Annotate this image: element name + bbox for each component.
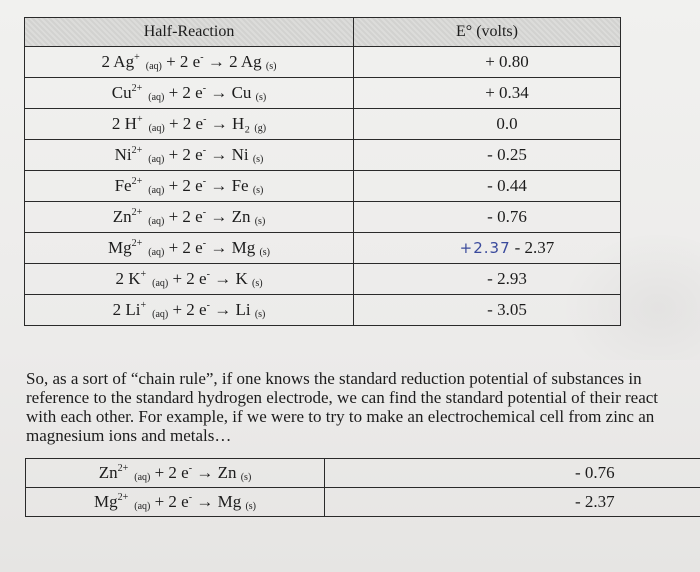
half-reaction-header: Half-Reaction xyxy=(25,18,354,47)
reaction-arrow: → xyxy=(210,83,228,102)
table-row xyxy=(25,171,621,202)
electron-term: + 2 e xyxy=(168,114,204,133)
electron-charge: - xyxy=(202,145,207,156)
half-reaction-cell xyxy=(25,140,354,171)
potential-cell xyxy=(354,47,621,78)
reaction-arrow: → xyxy=(207,52,225,71)
reactant-charge: 2+ xyxy=(131,238,143,249)
potential-value: - 0.76 xyxy=(487,207,527,226)
electron-term: + 2 e xyxy=(172,300,207,319)
electron-charge: - xyxy=(202,83,207,94)
reactant-charge: 2+ xyxy=(131,207,143,218)
product-state: (s) xyxy=(252,185,264,196)
potential-cell xyxy=(354,264,621,295)
potential-cell xyxy=(354,171,621,202)
potential-cell xyxy=(325,459,700,488)
reaction-arrow: → xyxy=(210,176,228,195)
product-state: (s) xyxy=(259,247,271,258)
reactant-state: (aq) xyxy=(145,61,162,72)
table-row xyxy=(25,47,621,78)
reactant-charge: 2+ xyxy=(117,492,129,503)
electron-term: + 2 e xyxy=(154,492,189,511)
half-reaction-cell xyxy=(25,78,354,109)
table-row xyxy=(25,264,621,295)
reaction-arrow: → xyxy=(214,300,232,319)
potential-cell xyxy=(354,140,621,171)
paragraph-line: magnesium ions and metals… xyxy=(26,426,232,445)
example-table xyxy=(25,458,700,517)
electron-charge: - xyxy=(188,492,193,503)
potential-value: - 3.05 xyxy=(487,300,527,319)
electron-term: + 2 e xyxy=(172,269,207,288)
reactant-species: Mg xyxy=(107,238,132,257)
product-species: Ni xyxy=(231,145,249,164)
electron-charge: - xyxy=(200,52,204,63)
table-row xyxy=(25,78,621,109)
electron-term: + 2 e xyxy=(168,83,203,102)
reactant-state: (aq) xyxy=(148,185,165,196)
reactant-species: Zn xyxy=(98,463,118,482)
explanation-paragraph xyxy=(26,369,700,445)
electron-term: + 2 e xyxy=(154,463,189,482)
reactant-species: Mg xyxy=(93,492,118,511)
product-species: Fe xyxy=(231,176,249,195)
half-reaction-cell xyxy=(25,264,354,295)
potential-value: 0.0 xyxy=(496,114,518,133)
reactant-charge: 2+ xyxy=(131,176,143,187)
product-species: Mg xyxy=(217,492,242,511)
reactant-charge: + xyxy=(140,269,147,280)
reactant-charge: + xyxy=(140,300,147,311)
potential-cell xyxy=(354,78,621,109)
electron-term: + 2 e xyxy=(168,207,203,226)
half-reaction-cell xyxy=(26,488,325,517)
product-state: (s) xyxy=(254,216,266,227)
potential-value: - 2.37 xyxy=(575,492,615,511)
reaction-arrow: → xyxy=(214,269,232,288)
product-state: (s) xyxy=(255,92,267,103)
product-state: (s) xyxy=(251,278,263,289)
potential-value: + 0.80 xyxy=(485,52,529,71)
reactant-state: (aq) xyxy=(148,123,165,134)
electron-term: + 2 e xyxy=(168,238,203,257)
product-species: H₂ xyxy=(231,114,251,133)
electron-term: + 2 e xyxy=(166,52,201,71)
reactant-species: Fe xyxy=(114,176,132,195)
product-species: Cu xyxy=(231,83,252,102)
table-row xyxy=(26,488,700,517)
product-state: (g) xyxy=(254,123,267,134)
reduction-potential-table xyxy=(24,17,621,326)
product-state: (s) xyxy=(265,61,277,72)
potential-value: - 2.93 xyxy=(487,269,527,288)
table-row xyxy=(25,202,621,233)
potential-value: - 0.44 xyxy=(487,176,527,195)
reaction-arrow: → xyxy=(210,145,228,164)
electron-charge: - xyxy=(202,207,207,218)
reactant-species: 2 Ag xyxy=(101,52,135,71)
reactant-state: (aq) xyxy=(152,278,169,289)
potential-cell xyxy=(354,233,621,264)
reactant-species: 2 K xyxy=(115,269,141,288)
product-state: (s) xyxy=(254,309,266,320)
reactant-state: (aq) xyxy=(152,309,169,320)
reactant-state: (aq) xyxy=(148,216,165,227)
potential-cell xyxy=(354,109,621,140)
half-reaction-cell xyxy=(25,202,354,233)
reactant-charge: + xyxy=(136,114,143,125)
reactant-species: 2 Li xyxy=(112,300,141,319)
product-state: (s) xyxy=(245,501,257,512)
reactant-charge: 2+ xyxy=(131,83,143,94)
half-reaction-cell xyxy=(25,171,354,202)
paragraph-line: with each other. For example, if we were to try to make an electrochemical cell from zinc an xyxy=(26,407,655,426)
product-species: Mg xyxy=(231,238,256,257)
half-reaction-cell xyxy=(25,295,354,326)
potential-cell xyxy=(354,295,621,326)
potential-value: - 0.76 xyxy=(575,463,615,482)
potential-value: + 0.34 xyxy=(485,83,529,102)
reactant-charge: 2+ xyxy=(117,463,129,474)
table-header-row xyxy=(25,18,621,47)
product-species: Zn xyxy=(217,463,237,482)
reactant-charge: 2+ xyxy=(131,145,143,156)
reactant-state: (aq) xyxy=(148,154,165,165)
reaction-arrow: → xyxy=(196,492,214,511)
half-reaction-cell xyxy=(25,47,354,78)
reactant-charge: + xyxy=(134,52,140,63)
reactant-state: (aq) xyxy=(134,501,151,512)
reaction-arrow: → xyxy=(210,207,228,226)
table-row xyxy=(25,140,621,171)
electron-charge: - xyxy=(206,269,210,280)
product-state: (s) xyxy=(240,472,252,483)
electron-charge: - xyxy=(202,238,207,249)
electron-charge: - xyxy=(202,176,207,187)
reactant-state: (aq) xyxy=(148,247,165,258)
potential-value: - 2.37 xyxy=(514,238,555,257)
product-species: K xyxy=(235,269,248,288)
reaction-arrow: → xyxy=(210,238,228,257)
half-reaction-cell xyxy=(25,109,354,140)
table-row xyxy=(25,295,621,326)
potential-value: - 0.25 xyxy=(487,145,527,164)
product-species: Li xyxy=(235,300,251,319)
half-reaction-cell xyxy=(26,459,325,488)
paragraph-line: reference to the standard hydrogen electrode, we can find the standard potential of their react xyxy=(26,388,659,407)
electron-charge: - xyxy=(188,463,193,474)
reactant-species: 2 H xyxy=(111,114,137,133)
product-state: (s) xyxy=(252,154,264,165)
product-species: 2 Ag xyxy=(229,52,262,71)
product-species: Zn xyxy=(231,207,251,226)
electron-charge: - xyxy=(203,114,207,125)
electron-term: + 2 e xyxy=(168,176,203,195)
potential-cell xyxy=(354,202,621,233)
reactant-species: Cu xyxy=(111,83,132,102)
table-row xyxy=(25,233,621,264)
reactant-state: (aq) xyxy=(148,92,165,103)
half-reaction-cell xyxy=(25,233,354,264)
electron-term: + 2 e xyxy=(168,145,203,164)
potential-cell xyxy=(325,488,700,517)
reaction-arrow: → xyxy=(210,114,228,133)
reaction-arrow: → xyxy=(196,463,214,482)
reactant-species: Zn xyxy=(112,207,132,226)
paragraph-line: So, as a sort of “chain rule”, if one knows the standard reduction potential of substances in xyxy=(26,369,642,388)
handwritten-note: +2.37 xyxy=(459,239,511,257)
table-row xyxy=(26,459,700,488)
table-row xyxy=(25,109,621,140)
reactant-state: (aq) xyxy=(134,472,151,483)
e0-header: E° (volts) xyxy=(354,18,621,47)
electron-charge: - xyxy=(206,300,210,311)
reactant-species: Ni xyxy=(114,145,132,164)
